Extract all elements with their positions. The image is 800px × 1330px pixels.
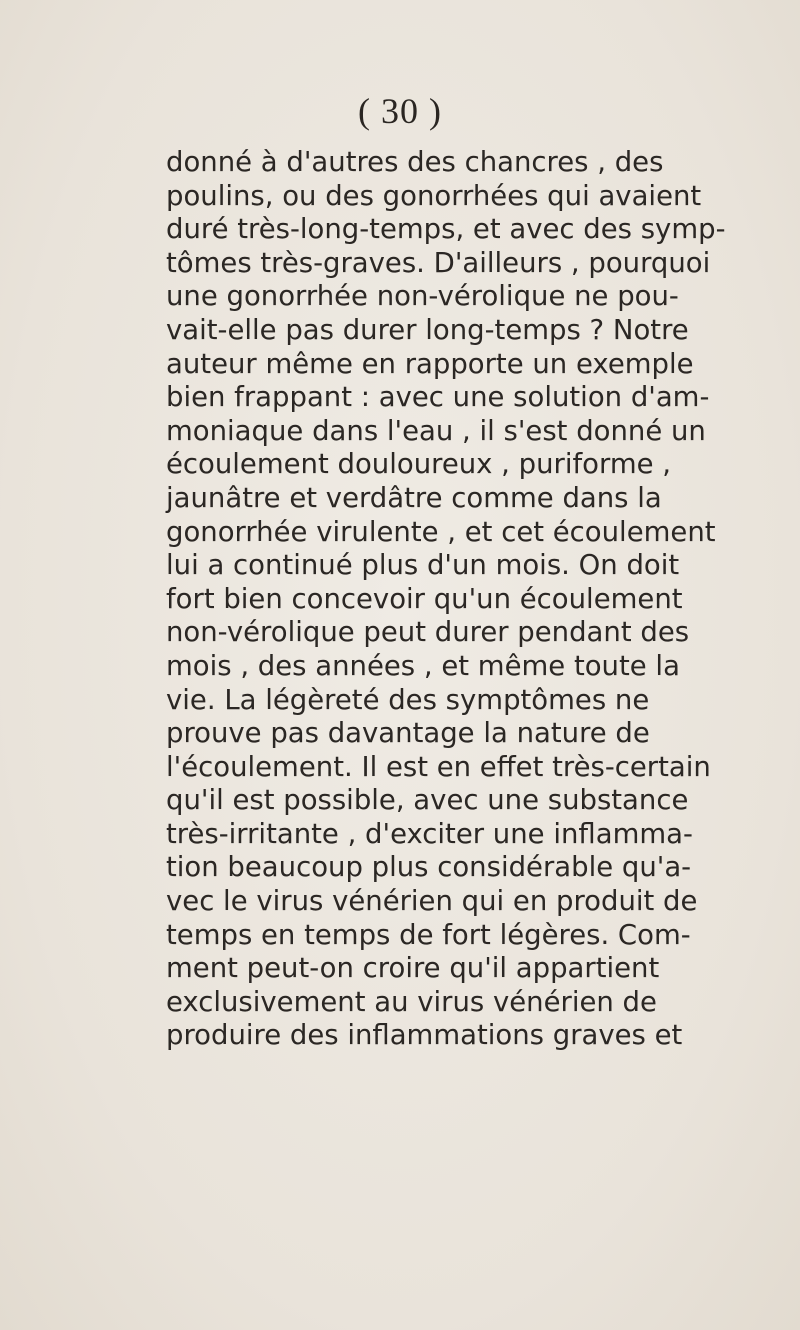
body-text bbox=[166, 146, 800, 1053]
text-line: prouve pas davantage la nature de bbox=[166, 717, 650, 750]
text-line: exclusivement au virus vénérien de bbox=[166, 985, 657, 1018]
text-line: non-vérolique peut durer pendant des bbox=[166, 616, 690, 649]
page-number: ( 30 ) bbox=[358, 91, 442, 131]
text-line: ment peut-on croire qu'il appartient bbox=[166, 952, 660, 985]
text-line: une gonorrhée non-vérolique ne pou- bbox=[166, 280, 679, 313]
text-line: écoulement douloureux , puriforme , bbox=[166, 448, 672, 481]
text-line: tion beaucoup plus considérable qu'a- bbox=[166, 851, 692, 884]
text-line: lui a continué plus d'un mois. On doit bbox=[166, 549, 680, 582]
text-line: qu'il est possible, avec une substance bbox=[166, 784, 689, 817]
text-line: auteur même en rapporte un exemple bbox=[166, 347, 694, 380]
text-line: poulins, ou des gonorrhées qui avaient bbox=[166, 179, 702, 212]
text-line: vie. La légèreté des symptômes ne bbox=[166, 683, 650, 716]
text-line: vec le virus vénérien qui en produit de bbox=[166, 885, 698, 918]
text-line: fort bien concevoir qu'un écoulement bbox=[166, 582, 683, 615]
text-line: gonorrhée virulente , et cet écoulement bbox=[166, 515, 716, 548]
text-line: duré très-long-temps, et avec des symp- bbox=[166, 213, 726, 246]
text-line: l'écoulement. Il est en effet très-certain bbox=[166, 750, 711, 783]
text-line: tômes très-graves. D'ailleurs , pourquoi bbox=[166, 246, 711, 279]
text-line: produire des inflammations graves et bbox=[166, 1019, 683, 1052]
text-line: mois , des années , et même toute la bbox=[166, 649, 680, 682]
text-line: vait-elle pas durer long-temps ? Notre bbox=[166, 313, 689, 346]
text-line: temps en temps de fort légères. Com- bbox=[166, 918, 691, 951]
text-line: moniaque dans l'eau , il s'est donné un bbox=[166, 414, 706, 447]
text-line: bien frappant : avec une solution d'am- bbox=[166, 381, 710, 414]
text-line: jaunâtre et verdâtre comme dans la bbox=[166, 481, 662, 514]
text-line: très-irritante , d'exciter une inflamma- bbox=[166, 817, 693, 850]
text-line: donné à d'autres des chancres , des bbox=[166, 146, 664, 178]
